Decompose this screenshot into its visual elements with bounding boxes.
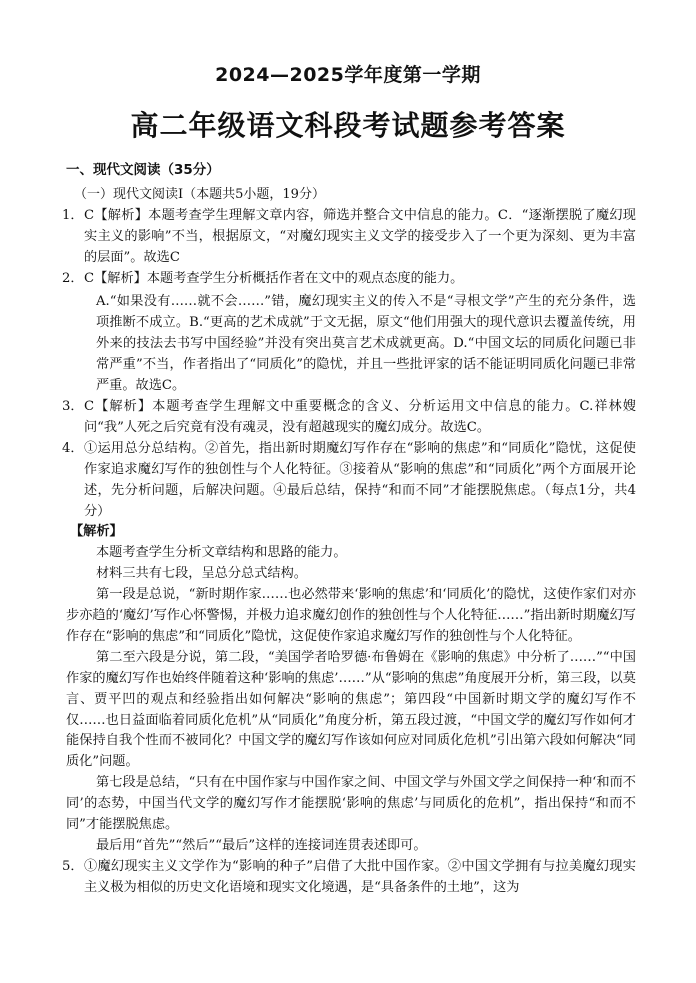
- answer-item-4: [62, 439, 636, 523]
- analysis-intro-1: 本题考查学生分析文章结构和思路的能力。: [96, 545, 347, 561]
- sub-section-heading: （一）现代文阅读Ⅰ（本题共5小题，19分）: [74, 186, 325, 202]
- answer-item-3: [62, 397, 636, 439]
- analysis-intro-2: 材料三共有七段，呈总分总式结构。: [96, 566, 307, 582]
- answer-text: C【解析】本题考查学生分析概括作者在文中的观点态度的能力。: [84, 270, 464, 286]
- analysis-label: 【解析】: [70, 524, 123, 540]
- analysis-paragraph-4: 最后用“首先”“然后”“最后”这样的连接词连贯表述即可。: [96, 838, 427, 853]
- answer-number: 2．: [62, 270, 84, 286]
- answer-number: 1．: [62, 207, 84, 223]
- answer-item-1: [62, 206, 636, 269]
- answer-number: 3．: [62, 398, 84, 414]
- answer-number: 5．: [62, 858, 84, 874]
- page-title: 高二年级语文科段考试题参考答案: [130, 109, 566, 142]
- answer-text: C【解析】本题考查学生理解文章内容，筛选并整合文中信息的能力。C．“逐渐摆脱了魔幻现实主义的影响”不当，根据原文，“对魔幻现实主义文学的接受步入了一个更为深刻、更为丰富的层面”。故选C: [84, 207, 636, 265]
- analysis-paragraph-3: 第七段是总结，“只有在中国作家与中国作家之间、中国文学与外国文学之间保持一种‘和而不同’的态势，中国当代文学的魔幻写作才能摆脱‘影响的焦虑’与同质化的危机”，指出保持“和而不同”才能摆脱焦虑。: [66, 775, 636, 833]
- answer-text: ①运用总分总结构。②首先，指出新时期魔幻写作存在“影响的焦虑”和“同质化”隐忧，这促使作家追求魔幻写作的独创性与个人化特征。③接着从“影响的焦虑”和“同质化”两个方面展开论述，先分析问题，后解决问题。④最后总结，保持“和而不同”才能摆脱焦虑。（每点1分，共4分）: [84, 440, 636, 519]
- answer-item-5: [62, 857, 636, 899]
- answer-text: C【解析】本题考查学生理解文中重要概念的含义、分析运用文中信息的能力。C.祥林嫂问“我”人死之后究竟有没有魂灵，没有超越现实的魔幻成分。故选C。: [84, 398, 636, 435]
- answer-item-2: [62, 269, 636, 290]
- section-heading: 一、现代文阅读（35分）: [66, 162, 220, 178]
- answer-body: [62, 160, 636, 899]
- analysis-paragraph-1: 第一段是总说，“新时期作家……也必然带来‘影响的焦虑’和‘同质化’的隐忧，这使作家们对亦步亦趋的‘魔幻’写作心怀警惕，并极力追求魔幻创作的独创性与个人化特征……”指出新时期魔幻写作存在“影响的焦虑”和“同质化”隐忧，这促使作家追求魔幻写作的独创性与个人化特征。: [66, 587, 636, 644]
- answer-2-detail: A.“如果没有……就不会……”错，魔幻现实主义的传入不是“寻根文学”产生的充分条件，选项推断不成立。B.“更高的艺术成就”于文无据，原文“他们用强大的现代意识去覆盖传统，用外来的技法去书写中国经验”并没有突出莫言艺术成就更高。D.“中国文坛的同质化问题已非常严重”不当，作者指出了“同质化”的隐忧，并且一些批评家的话不能证明同质化问题已非常严重。故选C。: [96, 294, 636, 394]
- answer-text: ①魔幻现实主义文学作为“影响的种子”启借了大批中国作家。②中国文学拥有与拉美魔幻现实主义极为相似的历史文化语境和现实文化境遇，是“具备条件的土地”，这为: [84, 858, 636, 895]
- answer-number: 4．: [62, 440, 84, 456]
- year-term-heading: 2024—2025学年度第一学期: [215, 64, 481, 86]
- analysis-paragraph-2: 第二至六段是分说，第二段，“美国学者哈罗德·布鲁姆在《影响的焦虑》中分析了……”“中国作家的魔幻写作也始终伴随着这种‘影响的焦虑’……”从“影响的焦虑”角度展开分析，第三段，以莫言、贾平凹的观点和经验指出如何解决“影响的焦虑”；第四段“中国新时期文学的魔幻写作不仅……也日益面临着同质化危机”从“同质化”角度分析，第五段过渡，“中国文学的魔幻写作如何才能保持自我个性而不被同化？中国文学的魔幻写作该如何应对同质化危机”引出第六段如何解决“同质化”问题。: [66, 649, 636, 770]
